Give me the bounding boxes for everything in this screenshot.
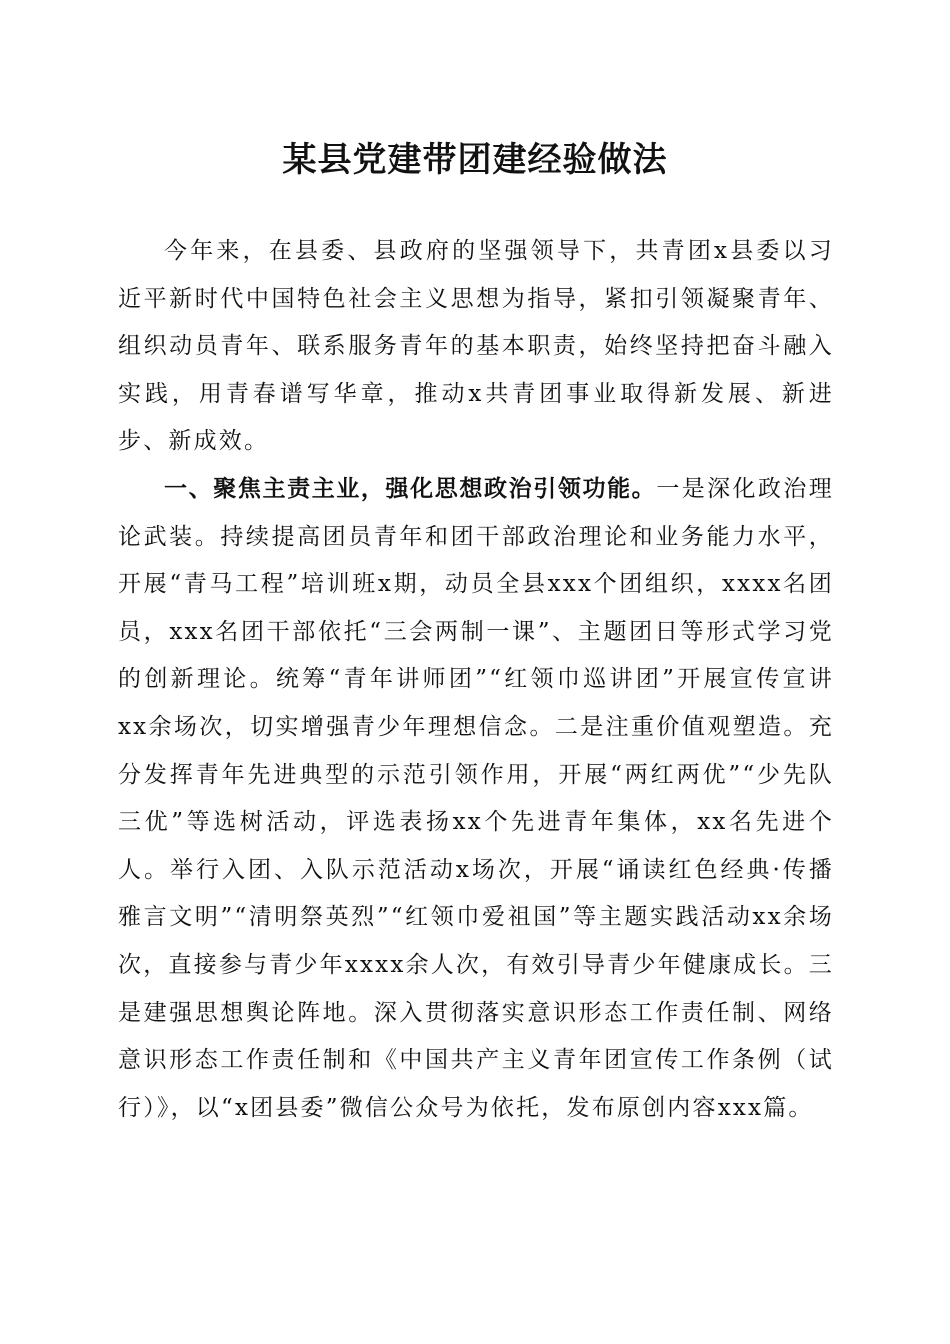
section-one-text: 一是深化政治理论武装。持续提高团员青年和团干部政治理论和业务能力水平，开展“青马工程”培训班x期，动员全县xxx个团组织，xxxx名团员，xxx名团干部依托“三会两制一课”、主题团日等形式学习党的创新理论。统筹“青年讲师团”“红领巾巡讲团”开展宣传宣讲xx余场次，切实增强青少年理想信念。二是注重价值观塑造。充分发挥青年先进典型的示范引领作用，开展“两红两优”“少先队三优”等选树活动，评选表扬xx个先进青年集体，xx名先进个人。举行入团、入队示范活动x场次，开展“诵读红色经典·传播雅言文明”“清明祭英烈”“红领巾爱祖国”等主题实践活动xx余场次，直接参与青少年xxxx余人次，有效引导青少年健康成长。三是建强思想舆论阵地。深入贯彻落实意识形态工作责任制、网络意识形态工作责任制和《中国共产主义青年团宣传工作条例（试行）》，以“x团县委”微信公众号为依托，发布原创内容xxx篇。: [118, 475, 835, 1121]
section-one-heading: 一、聚焦主责主业，强化思想政治引领功能。: [164, 475, 657, 502]
document-body: [118, 228, 834, 1132]
section-one-paragraph: [118, 466, 834, 1132]
document-title: 某县党建带团建经验做法: [282, 140, 668, 180]
intro-paragraph: 今年来，在县委、县政府的坚强领导下，共青团x县委以习近平新时代中国特色社会主义思想为指导，紧扣引领凝聚青年、组织动员青年、联系服务青年的基本职责，始终坚持把奋斗融入实践，用青春谱写华章，推动x共青团事业取得新发展、新进步、新成效。: [118, 238, 834, 455]
